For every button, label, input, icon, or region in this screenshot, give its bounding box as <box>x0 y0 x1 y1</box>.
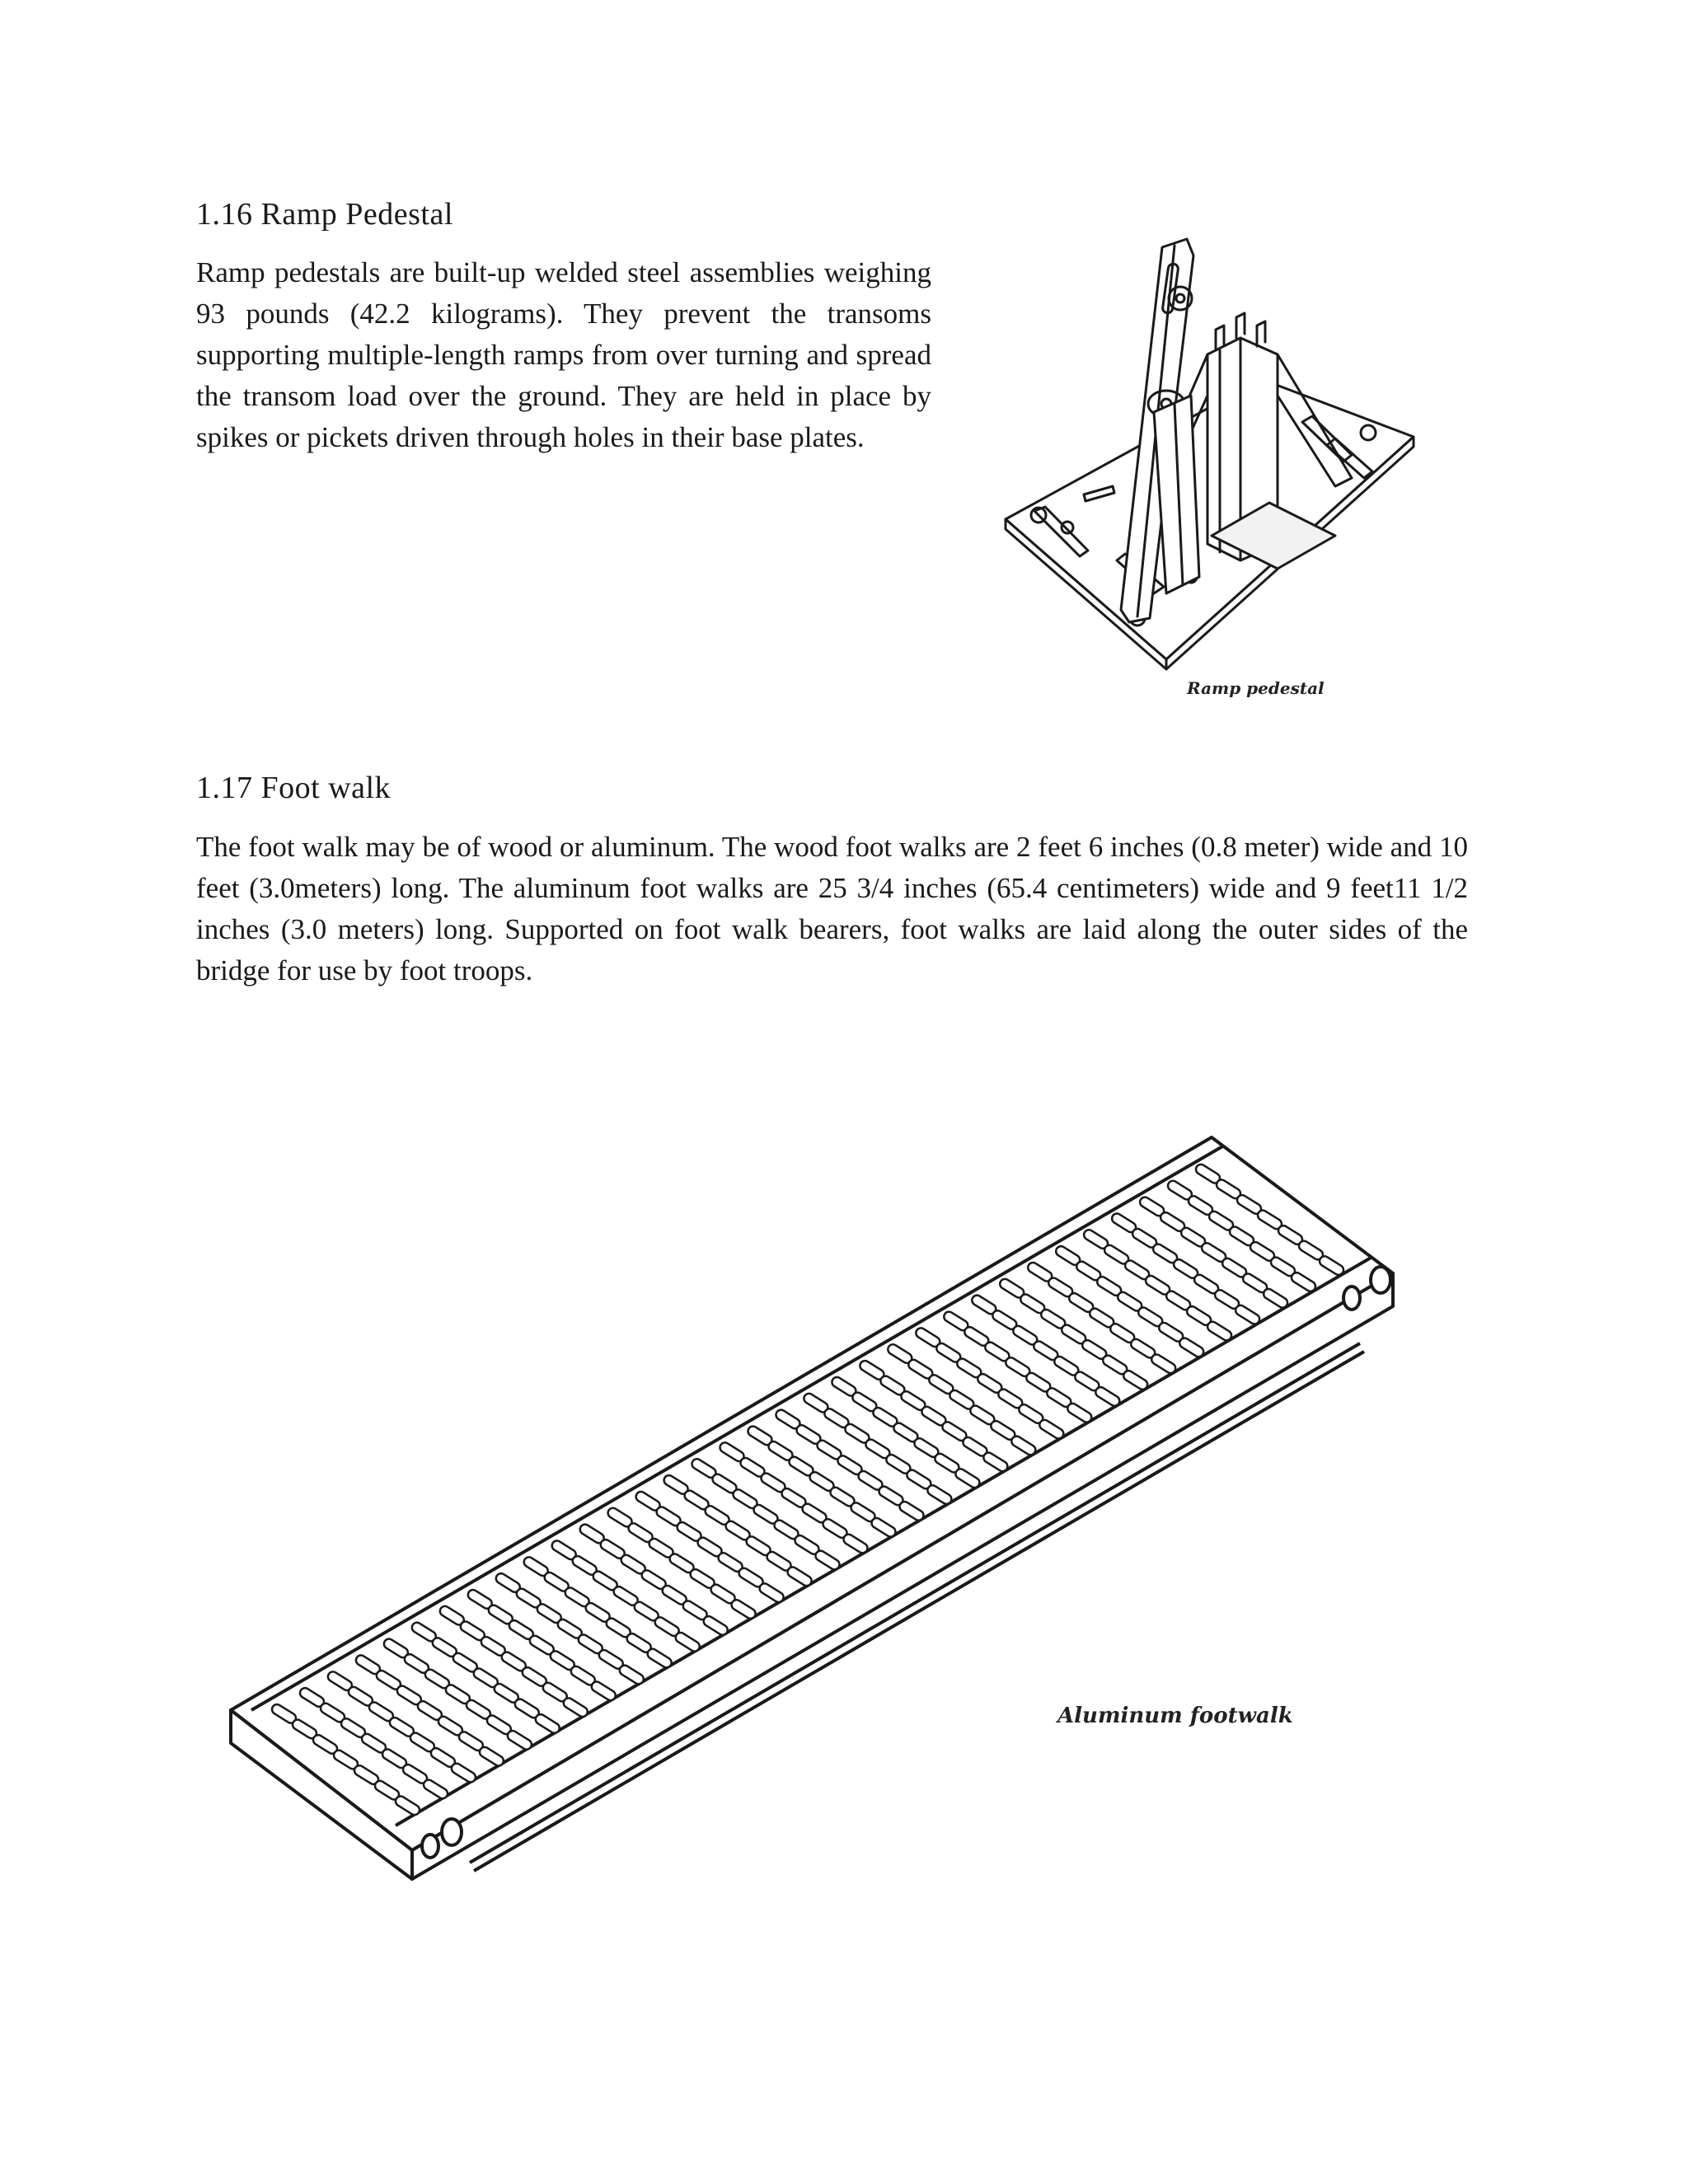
section-body-ramp-pedestal: Ramp pedestals are built-up welded steel assemblies weighing 93 pounds (42.2 kilograms). They prevent the transoms supporting multiple-length ramps from over turning and spread the transom load over the ground. They are held in place by spikes or pickets driven through holes in their base plates. <box>196 256 931 453</box>
section-heading-ramp-pedestal: 1.16 Ramp Pedestal <box>196 197 453 232</box>
section-body-foot-walk: The foot walk may be of wood or aluminum. The wood foot walks are 2 feet 6 inches (0.8 meter) wide and 10 feet (3.0meters) long. The aluminum foot walks are 25 3/4 inches (65.4 centimeters) wide and 9 feet11 1/2 inches (3.0 meters) long. Supported on foot walk bearers, foot walks are laid along the outer sides of the bridge for use by foot troops. <box>196 831 1468 987</box>
aluminum-footwalk-drawing <box>223 1133 1409 1858</box>
figure-caption-ramp-pedestal: Ramp pedestal <box>1187 678 1325 698</box>
ramp-pedestal-drawing <box>989 231 1434 659</box>
section-heading-foot-walk: 1.17 Foot walk <box>196 771 392 805</box>
figure-caption-aluminum-footwalk: Aluminum footwalk <box>1057 1704 1293 1728</box>
